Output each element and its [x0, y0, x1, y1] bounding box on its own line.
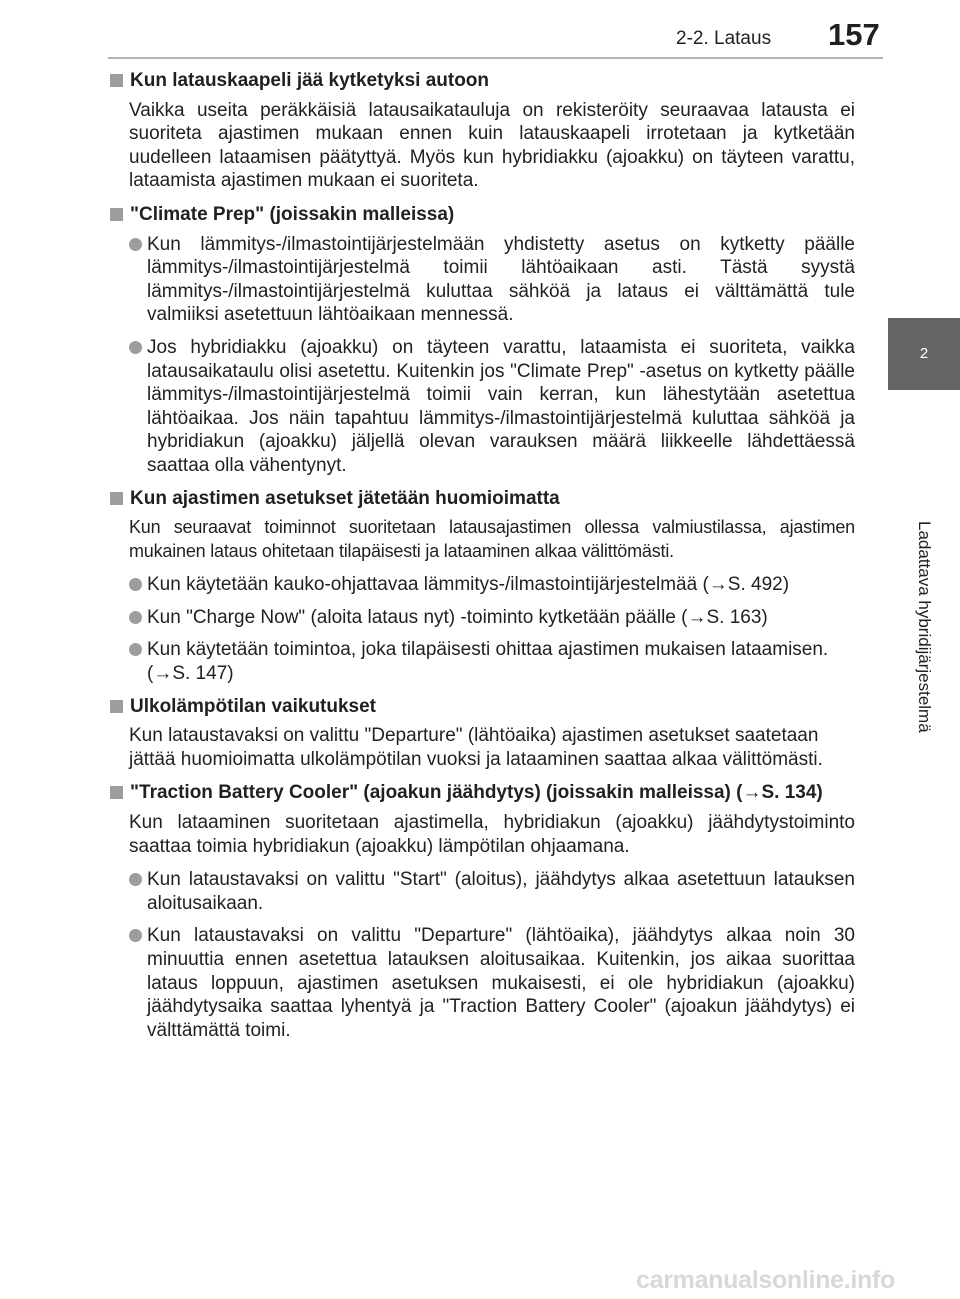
- heading-text: Kun latauskaapeli jää kytketyksi autoon: [130, 70, 490, 91]
- list-item-text: Kun käytetään kauko-ohjattavaa lämmitys-/ilmastointijärjestelmää (→S. 492): [147, 574, 790, 596]
- chapter-title: Ladattava hybridijärjestelmä: [915, 521, 934, 733]
- paragraph: Kun seuraavat toiminnot suoritetaan latausajastimen ollessa valmiustilassa, ajastimen mukainen lataus ohitetaan tilapäisesti ja lataaminen alkaa välittömästi.: [129, 517, 855, 561]
- circle-bullet-icon: [129, 643, 142, 656]
- circle-bullet-icon: [129, 611, 142, 624]
- list-item: [109, 638, 855, 685]
- page-content: [109, 69, 855, 1051]
- circle-bullet-icon: [129, 929, 142, 942]
- paragraph: Kun lataaminen suoritetaan ajastimella, hybridiakun (ajoakku) jäähdytystoiminto saattaa toimia hybridiakun (ajoakku) lämpötilan ohjaamana.: [129, 812, 855, 857]
- list-item-text: Kun lataustavaksi on valittu "Start" (aloitus), jäähdytys alkaa asetettuun latauksen aloitusaikaan.: [147, 869, 855, 914]
- list-item: [109, 336, 855, 478]
- list-item: [109, 233, 855, 327]
- square-bullet-icon: [110, 74, 123, 87]
- list-item-text: Kun käytetään toimintoa, joka tilapäisesti ohittaa ajastimen mukaisen lataamisen.: [147, 639, 829, 661]
- section-label: 2-2. Lataus: [676, 28, 772, 49]
- chapter-tab: [888, 318, 960, 390]
- section-heading: [109, 487, 855, 511]
- page-reference: (→S. 147): [147, 663, 234, 685]
- list-item-text: Kun "Charge Now" (aloita lataus nyt) -toiminto kytketään päälle (→S. 163): [147, 606, 768, 628]
- section-heading: [109, 69, 855, 93]
- list-item-text: Jos hybridiakku (ajoakku) on täyteen varattu, lataamista ei suoriteta, vaikka latausaikataulu olisi asetettu. Kuitenkin jos "Climate Prep" -asetus on kytketty päälle lämmitys-/ilmastointijärjestelmä toimii vain kerran, kun lähestytään asetettua lähtöaikaa. Jos näin tapahtuu lämmitys-/ilmastointijärjestelmä kuluttaa sähköä ja hybridiakun (ajoakku) jäljellä olevan varauksen määrä liikkeelle lähdettäessä saattaa olla vähentynyt.: [147, 336, 855, 476]
- paragraph: Kun lataustavaksi on valittu "Departure" (lähtöaika) ajastimen asetukset saatetaan jättää huomioimatta ulkolämpötilan vuoksi ja lataaminen saattaa alkaa välittömästi.: [129, 725, 823, 770]
- heading-text: "Traction Battery Cooler" (ajoakun jäähdytys) (joissakin malleissa) (→S. 134): [130, 782, 823, 804]
- list-item: [109, 868, 855, 915]
- circle-bullet-icon: [129, 873, 142, 886]
- circle-bullet-icon: [129, 341, 142, 354]
- list-item: [109, 924, 855, 1042]
- list-item-text: Kun lataustavaksi on valittu "Departure" (lähtöaika), jäähdytys alkaa noin 30 minuuttia ennen asetettua latauksen aloitusaikaa. Kuitenkin, jos aikaa suorittaa lataus loppuun, ajastimen asetuksen mukaisesti, ei ole hybridiakun (ajoakku) jäähdytysaika saattaa lyhentyä ja "Traction Battery Cooler" (ajoakun jäähdytys) ei välttämättä toimi.: [147, 925, 855, 1041]
- section-heading: [109, 203, 855, 227]
- page-number: 157: [828, 17, 880, 52]
- circle-bullet-icon: [129, 578, 142, 591]
- square-bullet-icon: [110, 208, 123, 221]
- list-item: [109, 606, 855, 630]
- section-heading: [109, 695, 855, 719]
- heading-text: "Climate Prep" (joissakin malleissa): [130, 203, 455, 225]
- square-bullet-icon: [110, 786, 123, 799]
- paragraph: Vaikka useita peräkkäisiä latausaikatauluja on rekisteröity seuraavaa latausta ei suoriteta ajastimen mukaan ennen kuin latauskaapeli irrotetaan ja kytketään uudelleen lataamisen päätyttyä. Myös kun hybridiakku (ajoakku) on täyteen varattu, lataamista ajastimen mukaan ei suoriteta.: [129, 99, 855, 192]
- page-header: [0, 0, 960, 60]
- heading-text: Kun ajastimen asetukset jätetään huomioimatta: [130, 487, 560, 509]
- list-item: [109, 573, 855, 597]
- list-item-text: Kun lämmitys-/ilmastointijärjestelmään yhdistetty asetus on kytketty päälle lämmitys-/ilmastointijärjestelmä toimii lähtöaikaan asti. Tästä syystä lämmitys-/ilmastointijärjestelmä kuluttaa sähköä ja lataus ei välttämättä tule valmiiksi asetettuun lähtöaikaan mennessä.: [147, 233, 855, 326]
- square-bullet-icon: [110, 700, 123, 713]
- watermark: carmanualsonline.info: [636, 1266, 896, 1294]
- circle-bullet-icon: [129, 238, 142, 251]
- chapter-number: 2: [919, 345, 929, 362]
- heading-text: Ulkolämpötilan vaikutukset: [130, 695, 377, 717]
- header-divider: [108, 57, 883, 59]
- section-heading: [109, 781, 855, 805]
- square-bullet-icon: [110, 492, 123, 505]
